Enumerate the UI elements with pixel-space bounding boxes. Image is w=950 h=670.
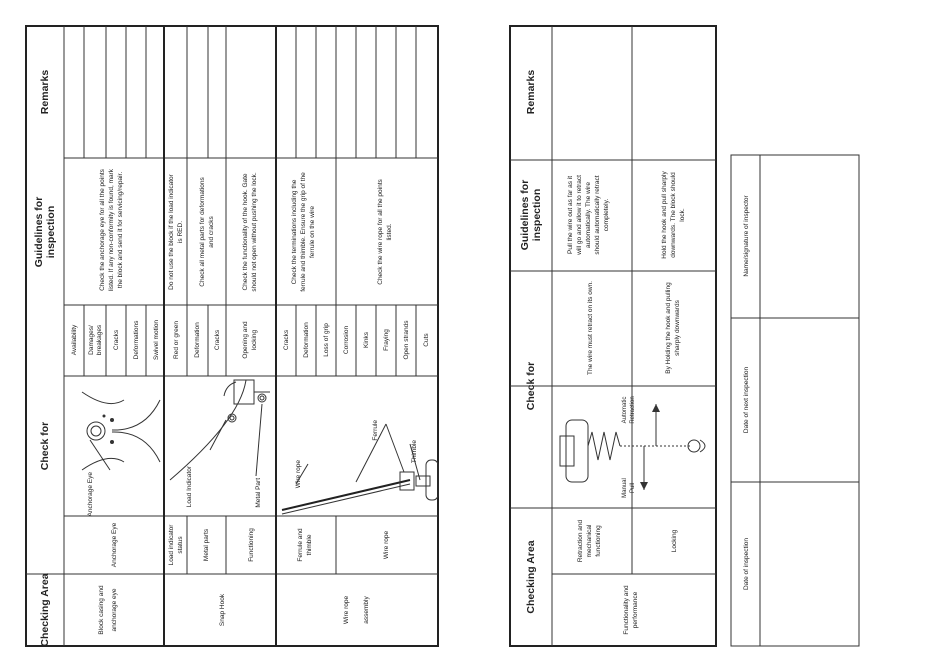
t2-guide-1c: automatically. The wire <box>585 182 592 248</box>
t2-guide-1e: completely. <box>603 198 610 232</box>
header-guidelines-1: Guidelines for <box>33 196 45 268</box>
t2-guide-1a: Pull the wire out as far as it <box>567 175 574 255</box>
table-3 <box>731 155 859 646</box>
fig-load-indicator: Load Indicator <box>186 466 193 508</box>
snap-item-2: Deformation <box>194 322 201 358</box>
fig-manual-1: Manual <box>622 478 628 498</box>
t2-header-check-for: Check for <box>525 361 537 411</box>
snap-guide-3b: should not open without pushing the lock. <box>251 172 258 292</box>
header-guidelines-2: inspection <box>45 205 57 259</box>
t2-guide-2b: downwards. The block should <box>670 172 677 258</box>
area-wire-1: Wire rope <box>343 595 350 625</box>
snap-guide-2a: Check all metal parts for deformations <box>199 177 206 287</box>
t2-sub1-c: functioning <box>595 525 602 557</box>
t2-sub2: Locking <box>671 529 678 553</box>
snap-guide-1b: is RED. <box>177 220 184 244</box>
area-block-1: Block casing and <box>98 585 105 635</box>
fig-auto-2: Retraction <box>630 396 636 424</box>
block-item-2: Damages/ <box>88 325 95 355</box>
table-2 <box>510 26 716 646</box>
block-guide-3: the block and send it for servicing/repair. <box>117 171 124 289</box>
fig-manual-2: Pull <box>630 482 636 494</box>
wire-item-3: Loss of grip <box>323 323 330 357</box>
area-snap-hook: Snap Hook <box>219 593 226 627</box>
snap-hook-figure <box>170 380 270 480</box>
block-guide-2: listed. If any non-conformity is found, mark <box>108 168 115 292</box>
wire-item-2: Deformation <box>303 322 310 358</box>
anchorage-eye-figure <box>82 392 160 470</box>
fig-ferrule: Ferrule <box>372 420 379 441</box>
t2-sub1-a: Retraction and <box>577 519 584 563</box>
sub-ferrule-1: Ferrule and <box>297 528 304 562</box>
header-checking-area: Checking Area <box>39 573 51 647</box>
t2-guide-2a: Hold the hook and pull sharply <box>661 171 668 259</box>
block-item-5: Swivel motion <box>153 319 160 361</box>
wire-guide-2b: listed. <box>386 223 393 241</box>
t2-guide-1b: will go and allow it to retract <box>576 175 583 255</box>
area-wire-2: assembly <box>363 596 370 624</box>
wire-item-1: Cracks <box>283 329 290 351</box>
sub-functioning: Functioning <box>248 528 255 562</box>
block-item-2b: breakages <box>96 324 103 356</box>
wire-guide-1c: ferrule on the wire <box>309 205 316 259</box>
fig-anchorage-eye: Anchorage Eye <box>87 472 94 517</box>
snap-guide-1a: Do not use the block if the load indicator <box>168 174 175 290</box>
wire-guide-1a: Check the terminations including the <box>291 179 298 285</box>
fig-thimble: Thimble <box>411 440 418 464</box>
snap-item-1: Red or green <box>173 321 180 359</box>
sub-ferrule-2: thimble <box>306 534 313 556</box>
header-check-for: Check for <box>39 421 51 471</box>
block-item-1: Availability <box>71 324 78 356</box>
t2-header-guidelines-2: inspection <box>531 188 543 242</box>
t2-guide-1d: should automatically retract <box>594 175 601 255</box>
t2-check-1: The wire must retract on its own. <box>587 281 594 375</box>
area-block-2: anchorage eye <box>111 588 118 632</box>
wire-guide-2a: Check the wire rope for all the points <box>377 179 384 285</box>
fig-metal-part: Metal Part <box>255 478 262 508</box>
t2-header-checking-area: Checking Area <box>525 540 537 614</box>
t2-check-2b: sharply downwards <box>674 300 681 356</box>
t2-sub1-b: mechanical <box>586 524 593 558</box>
wire-item-4: Corrosion <box>343 325 350 355</box>
sub-metal-parts: Metal parts <box>203 528 210 562</box>
t2-guide-2c: lock. <box>679 208 686 222</box>
snap-item-3: Cracks <box>214 329 221 351</box>
wire-guide-1b: ferrule and thimble. Ensure the grip of the <box>300 172 307 292</box>
t2-header-guidelines-1: Guidelines for <box>519 179 531 251</box>
wire-item-7: Open strands <box>403 320 410 360</box>
table-1 <box>26 26 438 647</box>
field-date-of-next-inspection: Date of next inspection <box>743 366 750 434</box>
sub-load-indicator-1: Load indicator <box>168 524 175 566</box>
field-inspector-signature: Name/signature of inspector <box>743 195 750 277</box>
snap-item-4: Opening and <box>242 321 249 359</box>
sub-load-indicator-2: status <box>177 536 184 554</box>
t2-area-1: Functionality and <box>623 585 630 635</box>
t2-header-remarks: Remarks <box>525 69 537 115</box>
t2-area-2: performance <box>632 591 639 629</box>
fig-auto-1: Automatic <box>622 396 628 424</box>
header-remarks: Remarks <box>39 69 51 115</box>
wire-rope-figure <box>282 424 438 514</box>
wire-item-5: Kinks <box>363 332 370 348</box>
sub-wire-rope: Wire rope <box>383 530 390 560</box>
block-item-4: Deformations <box>133 320 140 360</box>
snap-guide-2b: and cracks <box>208 216 215 248</box>
t2-check-2a: By Holding the hook and pulling <box>665 282 672 374</box>
fig-wire-rope: Wire rope <box>295 460 302 489</box>
block-item-3: Cracks <box>113 329 120 351</box>
snap-item-4b: locking <box>251 329 258 351</box>
snap-guide-3a: Check the functionality of the hook. Gate <box>242 173 249 291</box>
field-date-of-inspection: Date of inspection <box>743 537 750 591</box>
wire-item-8: Cuts <box>423 333 430 347</box>
sub-anchorage-eye: Anchorage Eye <box>111 522 118 568</box>
wire-item-6: Fraying <box>383 329 390 351</box>
block-guide-1: Check the anchorage eye for all the points <box>99 169 106 291</box>
